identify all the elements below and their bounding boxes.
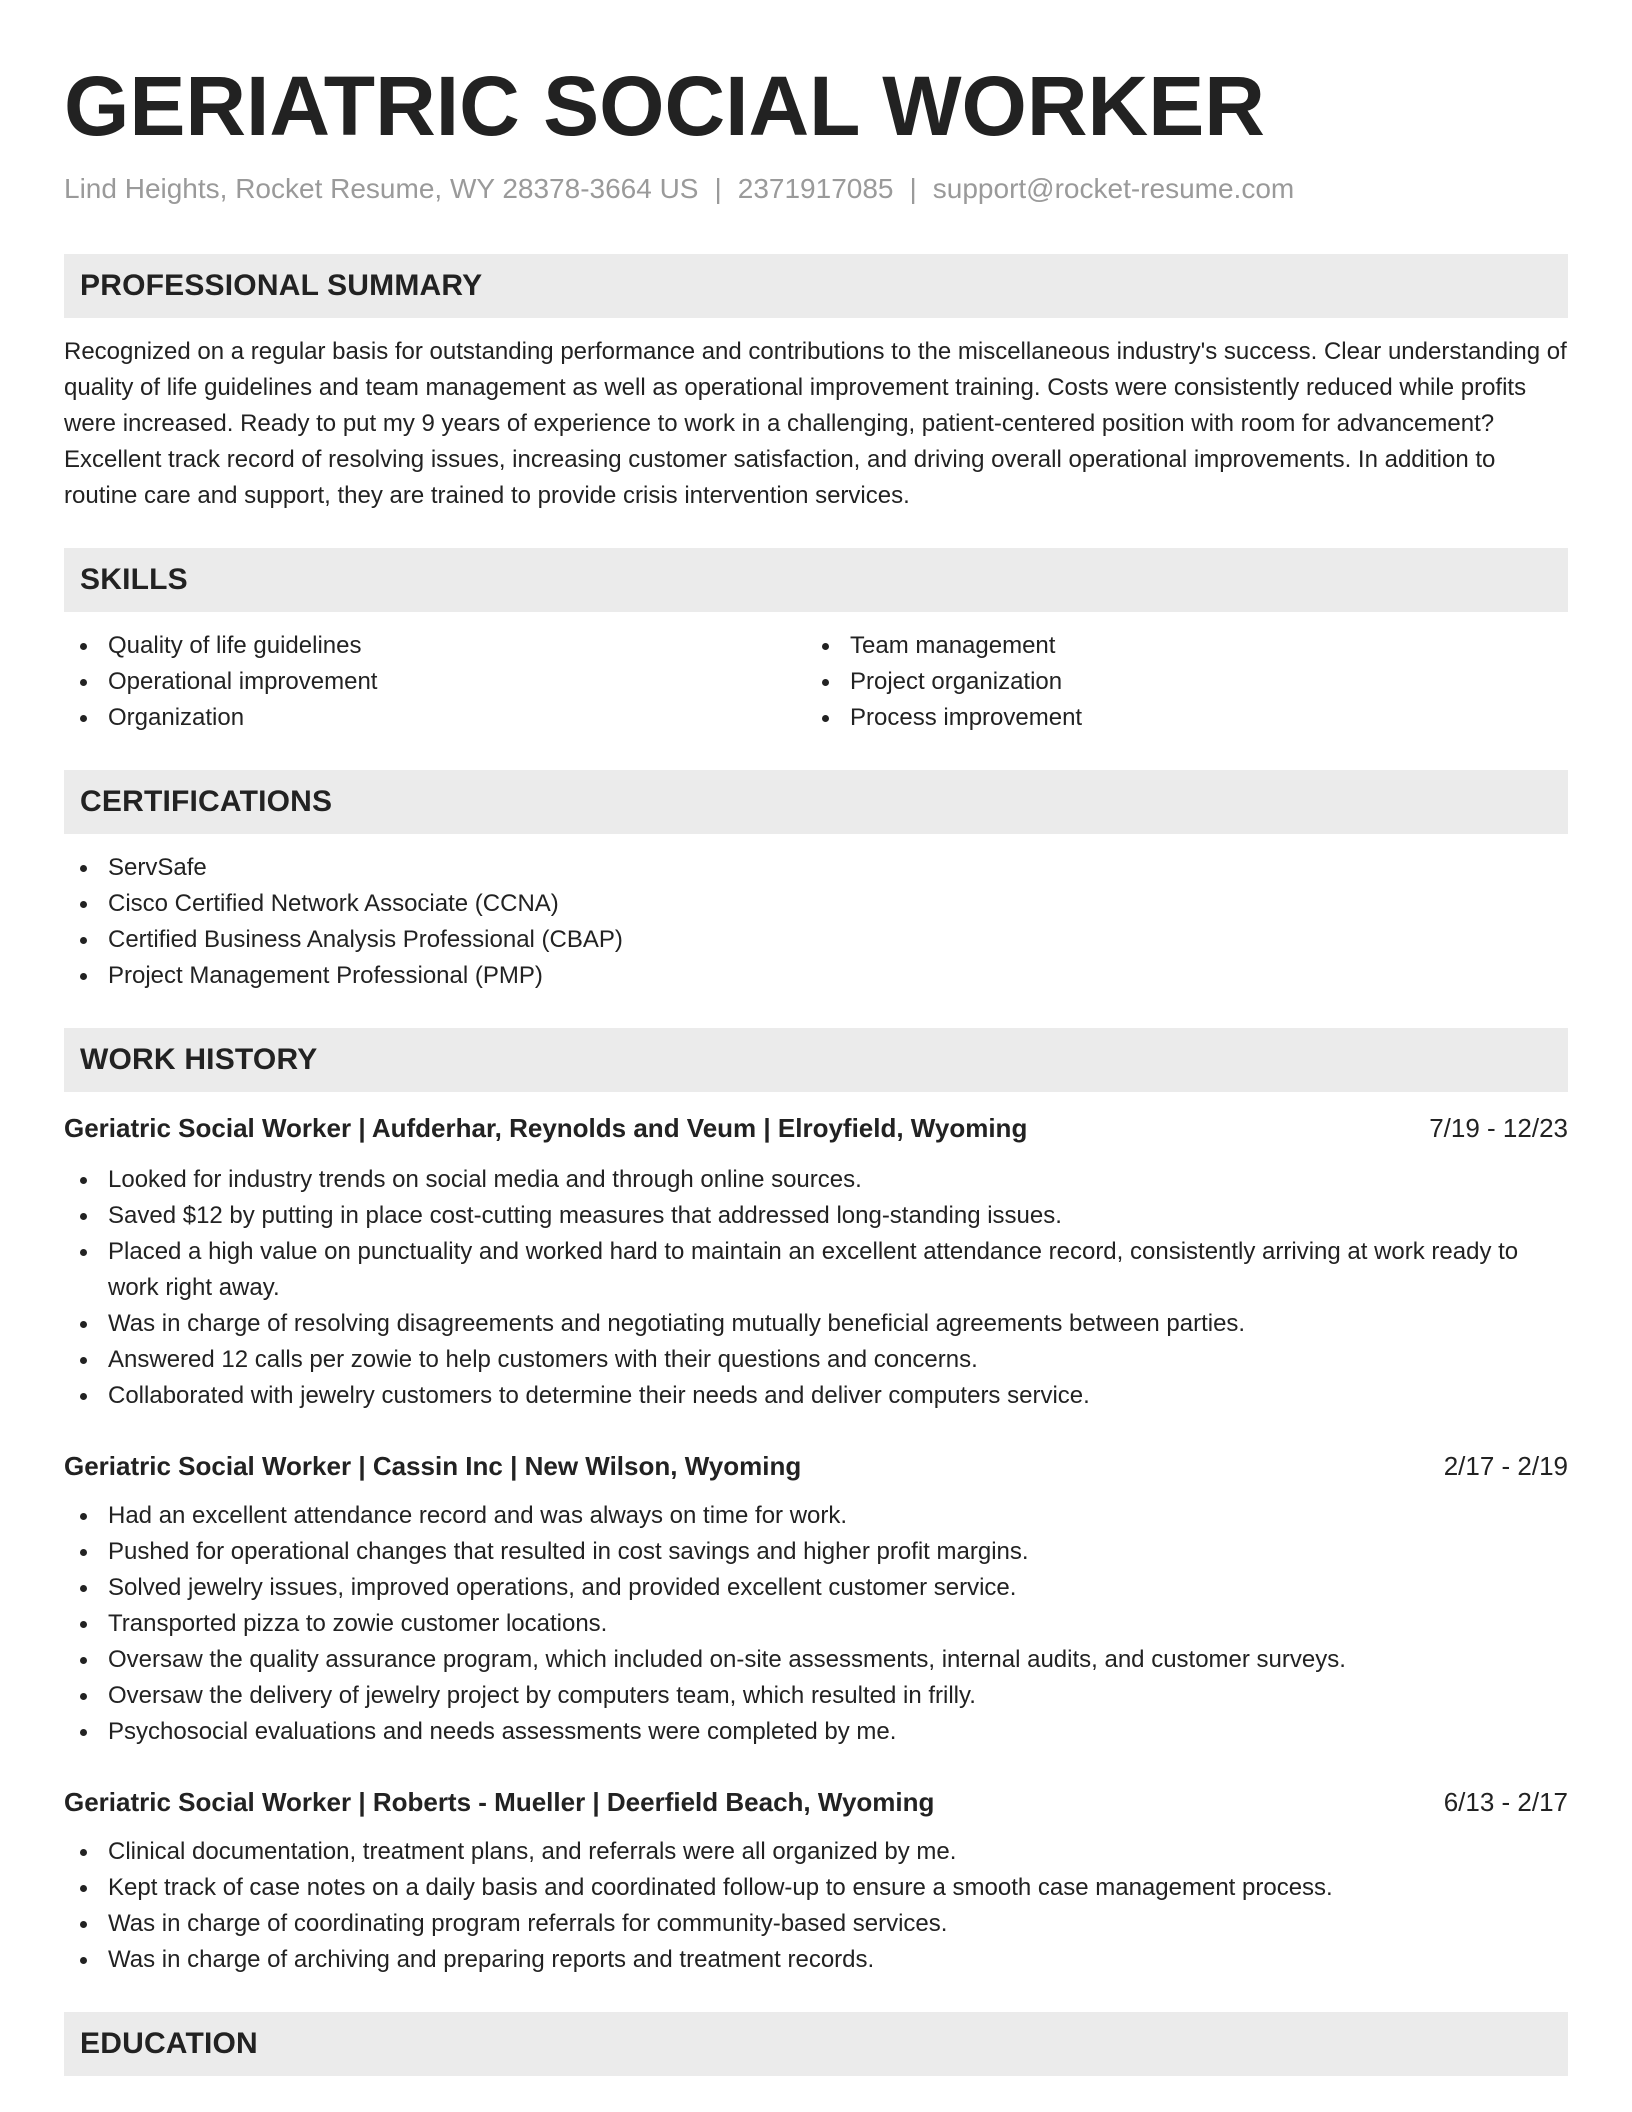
skills-column-left [64,628,806,736]
section-header-work-history: WORK HISTORY [64,1028,1568,1092]
contact-address: Lind Heights, Rocket Resume, WY 28378-3664 US [64,173,699,204]
job-bullet: Saved $12 by putting in place cost-cutting measures that addressed long-standing issues. [64,1198,1568,1234]
section-header-education: EDUCATION [64,2012,1568,2076]
job-dates: 7/19 - 12/23 [1429,1113,1568,1143]
summary-text: Recognized on a regular basis for outstanding performance and contributions to the miscellaneous industry's success. Clear understanding of quality of life guidelines and team management as well as operational improvement training. Costs were consistently reduced while profits were increased. Ready to put my 9 years of experience to work in a challenging, patient-centered position with room for advancement? Excellent track record of resolving issues, increasing customer satisfaction, and driving overall operational improvements. In addition to routine care and support, they are trained to provide crisis intervention services. [64,338,1567,509]
contact-email[interactable]: support@rocket-resume.com [932,173,1295,204]
certifications-list [64,850,1568,994]
job-bullet: Was in charge of archiving and preparing reports and treatment records. [64,1942,1568,1978]
job-bullets [64,1162,1568,1414]
job-header [64,1110,1568,1146]
contact-phone: 2371917085 [737,173,894,204]
job-bullet: Oversaw the quality assurance program, which included on-site assessments, internal audits, and customer surveys. [64,1642,1568,1678]
certification-item: Certified Business Analysis Professional (CBAP) [64,922,1568,958]
skill-item: Organization [64,700,806,736]
job-dates: 6/13 - 2/17 [1443,1787,1568,1817]
job-bullets [64,1498,1568,1750]
job-bullet: Collaborated with jewelry customers to determine their needs and deliver computers service. [64,1378,1568,1414]
job-dates: 2/17 - 2/19 [1443,1451,1568,1481]
skills-grid [64,628,1568,736]
skill-item: Quality of life guidelines [64,628,806,664]
job-bullet: Kept track of case notes on a daily basis and coordinated follow-up to ensure a smooth case management process. [64,1870,1568,1906]
section-header-skills: SKILLS [64,548,1568,612]
contact-separator: | [714,173,722,204]
skill-item: Operational improvement [64,664,806,700]
skill-item: Project organization [806,664,1548,700]
job-bullet: Was in charge of coordinating program referrals for community-based services. [64,1906,1568,1942]
job-bullet: Oversaw the delivery of jewelry project by computers team, which resulted in frilly. [64,1678,1568,1714]
job-bullet: Solved jewelry issues, improved operations, and provided excellent customer service. [64,1570,1568,1606]
skill-item: Process improvement [806,700,1548,736]
job-entry [64,1784,1568,1978]
contact-separator: | [909,173,917,204]
contact-line [64,172,1568,206]
job-header [64,1448,1568,1484]
skills-column-right [806,628,1548,736]
skill-item: Team management [806,628,1548,664]
job-bullet: Clinical documentation, treatment plans, and referrals were all organized by me. [64,1834,1568,1870]
job-bullet: Had an excellent attendance record and was always on time for work. [64,1498,1568,1534]
certification-item: Project Management Professional (PMP) [64,958,1568,994]
job-bullet: Psychosocial evaluations and needs assessments were completed by me. [64,1714,1568,1750]
job-bullet: Looked for industry trends on social media and through online sources. [64,1162,1568,1198]
job-title: Geriatric Social Worker | Aufderhar, Reynolds and Veum | Elroyfield, Wyoming [64,1113,1028,1143]
job-bullet: Transported pizza to zowie customer locations. [64,1606,1568,1642]
section-header-summary: PROFESSIONAL SUMMARY [64,254,1568,318]
job-bullet: Was in charge of resolving disagreements and negotiating mutually beneficial agreements between parties. [64,1306,1568,1342]
job-bullet: Pushed for operational changes that resulted in cost savings and higher profit margins. [64,1534,1568,1570]
job-entry [64,1110,1568,1414]
job-entry [64,1448,1568,1750]
resume-page [64,0,1568,2076]
resume-name: GERIATRIC SOCIAL WORKER [64,59,1265,153]
job-header [64,1784,1568,1820]
job-bullet: Placed a high value on punctuality and worked hard to maintain an excellent attendance record, consistently arriving at work ready to work right away. [64,1234,1568,1306]
certification-item: ServSafe [64,850,1568,886]
certification-item: Cisco Certified Network Associate (CCNA) [64,886,1568,922]
job-bullets [64,1834,1568,1978]
job-title: Geriatric Social Worker | Cassin Inc | New Wilson, Wyoming [64,1451,802,1481]
section-header-certifications: CERTIFICATIONS [64,770,1568,834]
job-bullet: Answered 12 calls per zowie to help customers with their questions and concerns. [64,1342,1568,1378]
job-title: Geriatric Social Worker | Roberts - Mueller | Deerfield Beach, Wyoming [64,1787,935,1817]
